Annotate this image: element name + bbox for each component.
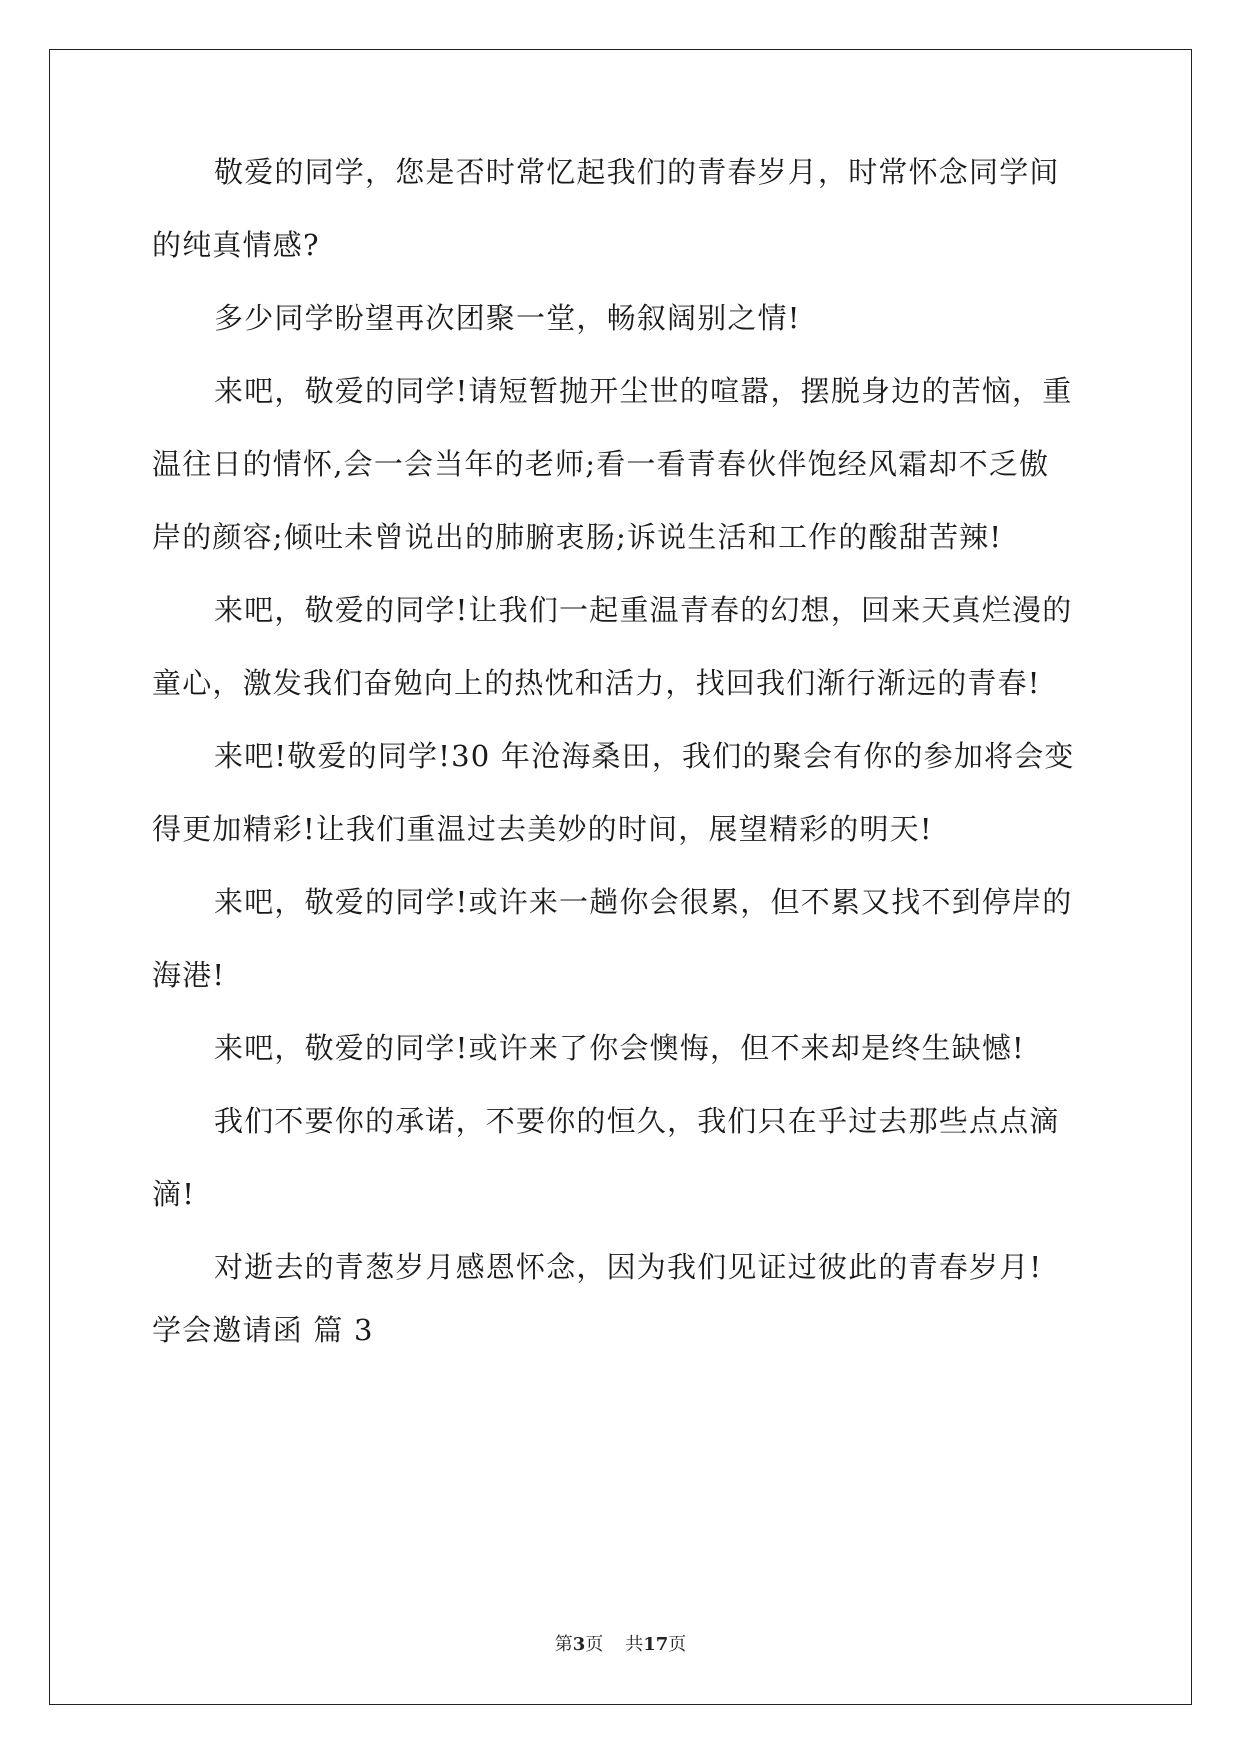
paragraph-line: 温往日的情怀,会一会当年的老师;看一看青春伙伴饱经风霜却不乏傲 <box>152 447 1050 481</box>
paragraph-line: 来吧，敬爱的同学!或许来了你会懊悔，但不来却是终生缺憾! <box>214 1031 1025 1065</box>
footer-total-suffix: 页 <box>668 1634 687 1655</box>
footer-prefix: 第 <box>554 1634 573 1655</box>
section-heading: 学会邀请函 篇 3 <box>152 1313 374 1347</box>
paragraph-line: 滴! <box>152 1177 196 1211</box>
paragraph-line: 来吧，敬爱的同学!请短暂抛开尘世的喧嚣，摆脱身边的苦恼，重 <box>214 374 1073 408</box>
footer-page-suffix: 页 <box>585 1634 604 1655</box>
footer-total-prefix: 共 <box>625 1634 644 1655</box>
paragraph-line: 多少同学盼望再次团聚一堂，畅叙阔别之情! <box>214 301 801 335</box>
page-footer <box>0 1630 1241 1656</box>
paragraph-line: 我们不要你的承诺，不要你的恒久，我们只在乎过去那些点点滴 <box>214 1104 1060 1138</box>
paragraph-line: 来吧!敬爱的同学!30 年沧海桑田，我们的聚会有你的参加将会变 <box>214 739 1075 773</box>
paragraph-line: 得更加精彩!让我们重温过去美妙的时间，展望精彩的明天! <box>152 812 933 846</box>
paragraph-line: 来吧，敬爱的同学!或许来一趟你会很累，但不累又找不到停岸的 <box>214 885 1073 919</box>
paragraph-line: 童心，激发我们奋勉向上的热忱和活力，找回我们渐行渐远的青春! <box>152 666 1041 700</box>
paragraph-line: 对逝去的青葱岁月感恩怀念，因为我们见证过彼此的青春岁月! <box>214 1250 1043 1284</box>
paragraph-line: 来吧，敬爱的同学!让我们一起重温青春的幻想，回来天真烂漫的 <box>214 593 1073 627</box>
paragraph-line: 敬爱的同学，您是否时常忆起我们的青春岁月，时常怀念同学间 <box>214 155 1060 189</box>
current-page-number: 3 <box>572 1634 586 1655</box>
paragraph-line: 岸的颜容;倾吐未曾说出的肺腑衷肠;诉说生活和工作的酸甜苦辣! <box>152 520 1003 554</box>
paragraph-line: 海港! <box>152 958 226 992</box>
total-pages-number: 17 <box>643 1634 669 1655</box>
paragraph-line: 的纯真情感? <box>152 228 320 262</box>
